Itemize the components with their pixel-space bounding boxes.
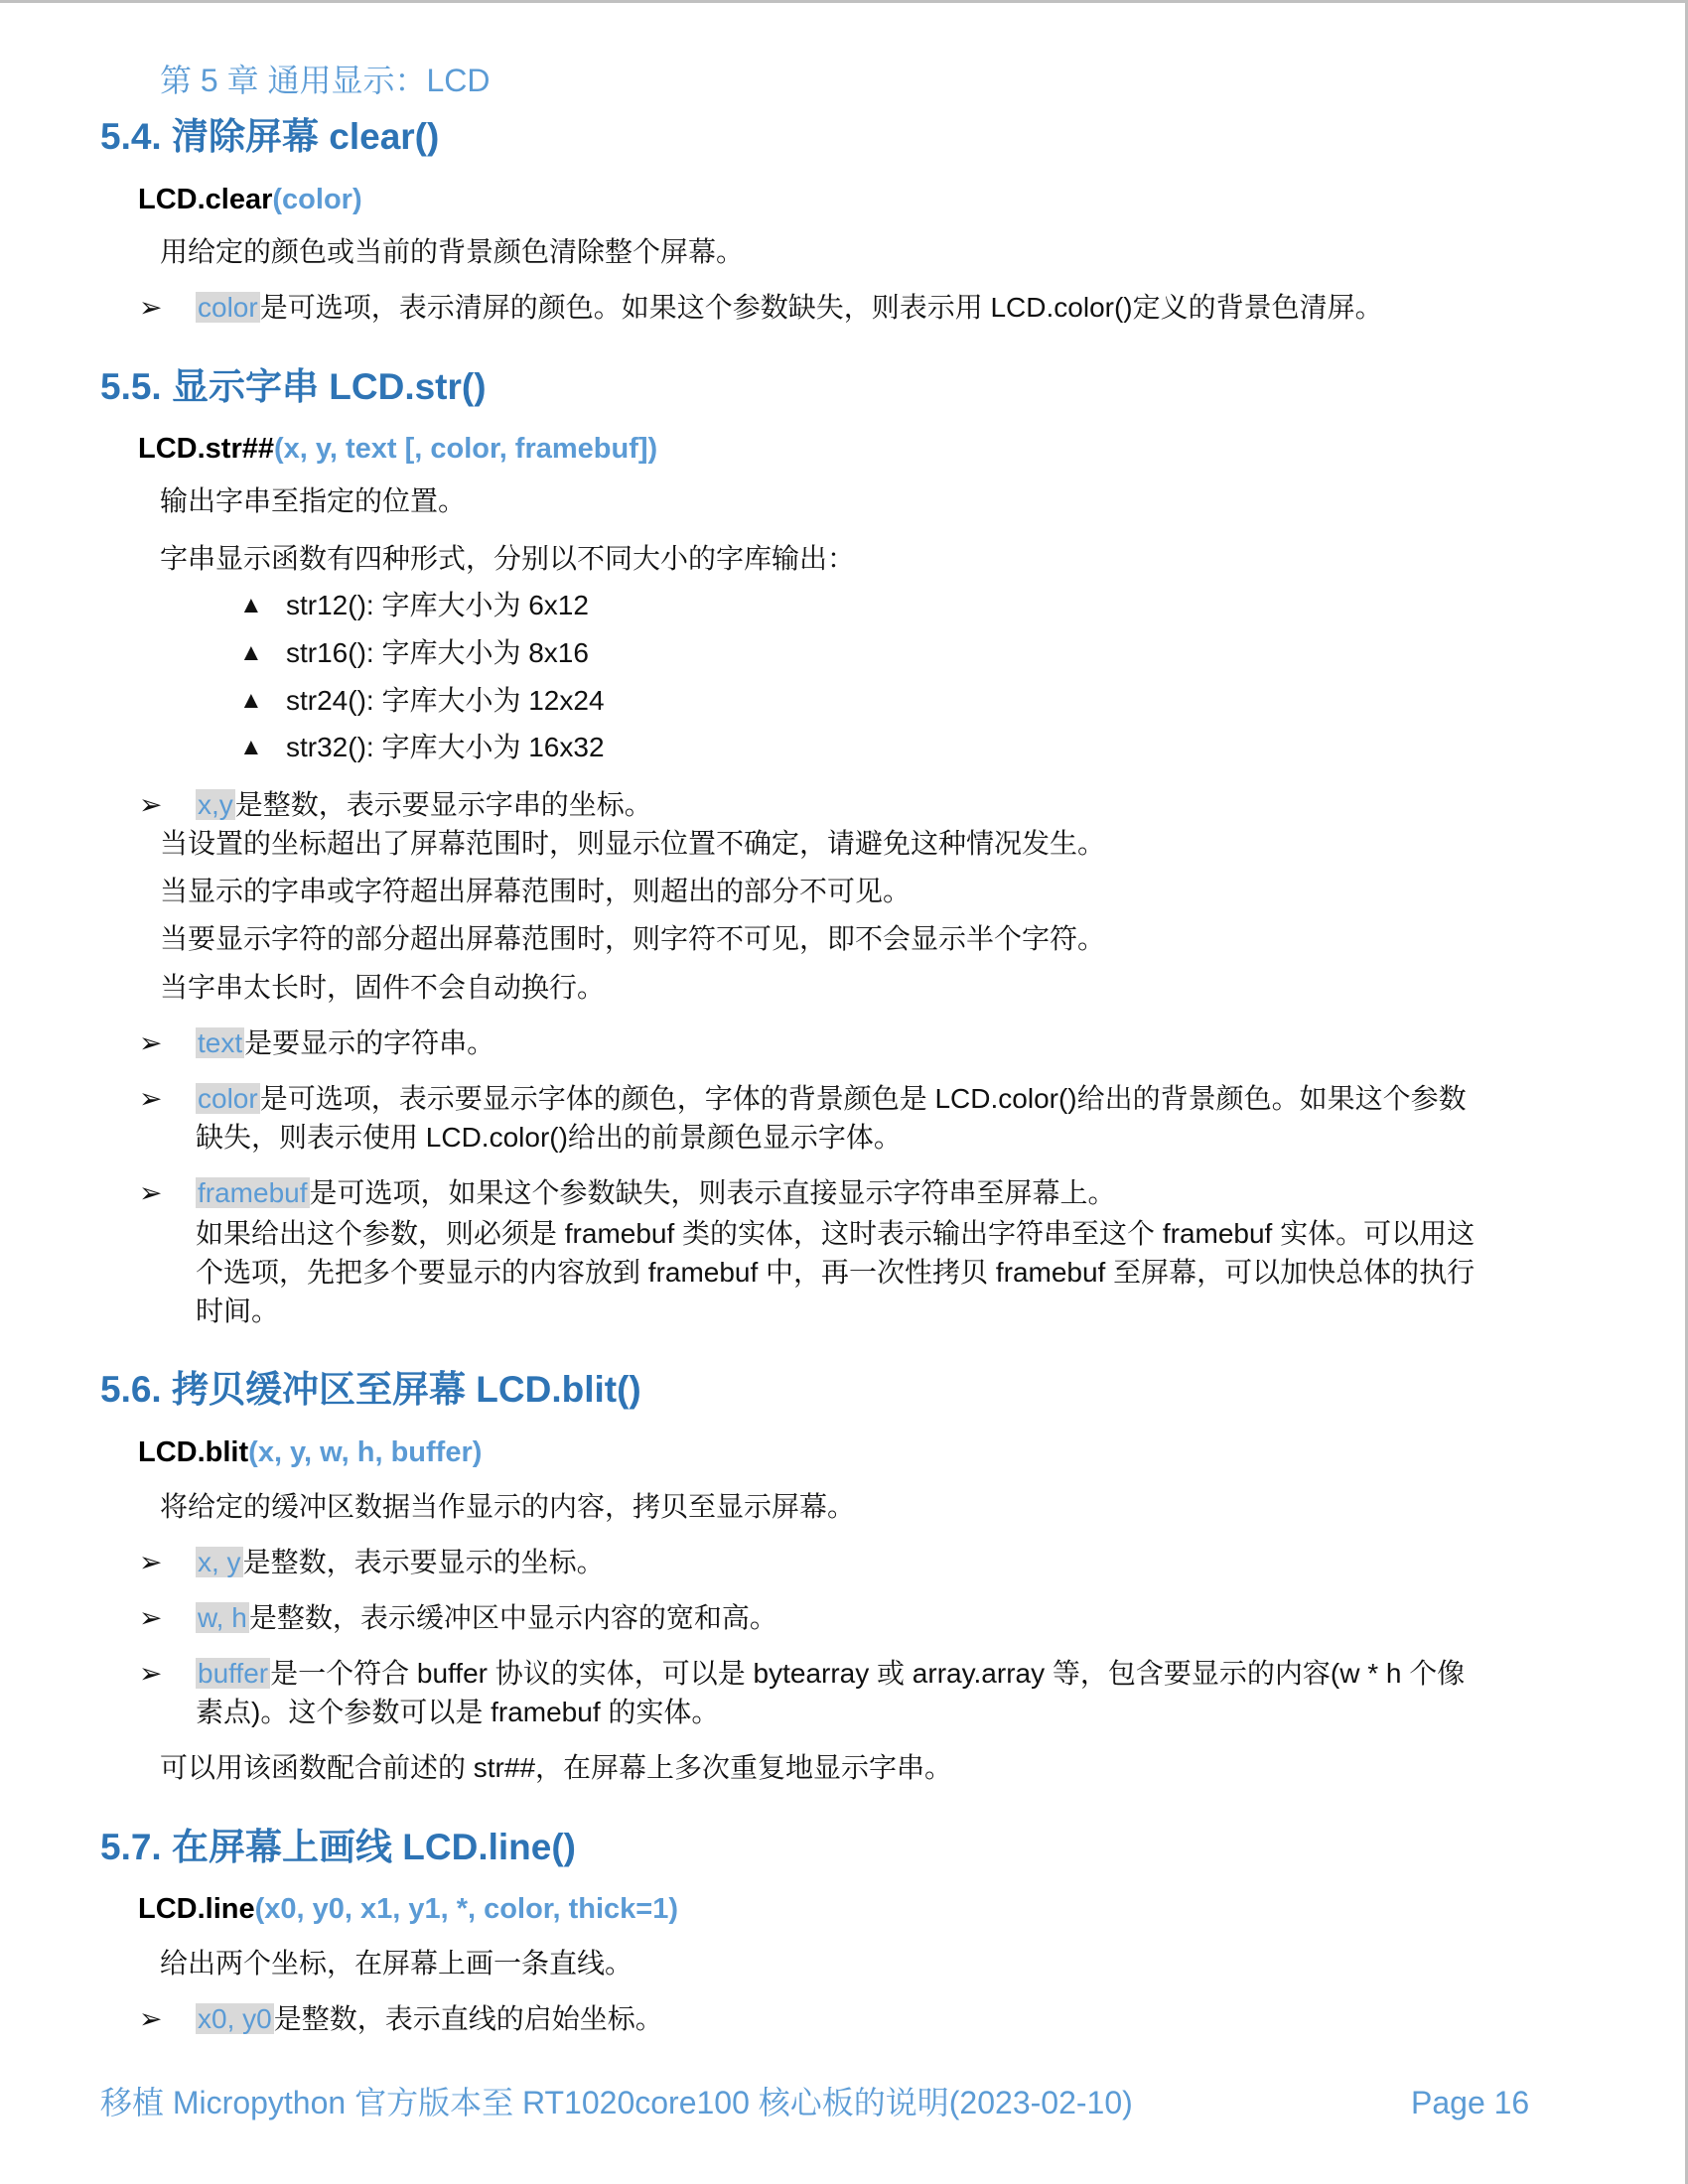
- note: 当字串太长时，固件不会自动换行。: [160, 972, 606, 1003]
- param-desc: 是整数，表示要显示字串的坐标。: [234, 789, 652, 820]
- footer-doc-title: 移植 Micropython 官方版本至 RT1020core100 核心板的说明(2023-02-10): [100, 2085, 1133, 2120]
- bullet-arrow-icon: ➢: [139, 1027, 163, 1058]
- bullet-arrow-icon: ➢: [139, 1177, 163, 1208]
- bullet-arrow-icon: ➢: [139, 1547, 163, 1577]
- param-desc-continued: 如果给出这个参数，则必须是 framebuf 类的实体，这时表示输出字符串至这个 framebuf 实体。可以用这: [196, 1218, 1476, 1249]
- param-name: text: [198, 1027, 243, 1058]
- section-heading-5-7: 5.7. 在屏幕上画线 LCD.line(): [100, 1827, 576, 1867]
- param-desc-continued: 个选项，先把多个要显示的内容放到 framebuf 中，再一次性拷贝 framebuf 至屏幕，可以加快总体的执行: [196, 1257, 1476, 1288]
- function-name: LCD.str##: [138, 433, 274, 465]
- bullet-arrow-icon: ➢: [139, 789, 163, 820]
- function-args: (x0, y0, x1, y1, *, color, thick=1): [254, 1893, 678, 1925]
- param-desc: 是一个符合 buffer 协议的实体，可以是 bytearray 或 array.array 等，包含要显示的内容(w * h 个像: [270, 1658, 1466, 1689]
- section-heading-5-4: 5.4. 清除屏幕 clear(): [100, 116, 440, 157]
- param-name: buffer: [198, 1658, 269, 1689]
- chapter-header: 第 5 章 通用显示：LCD: [160, 63, 491, 98]
- param-desc: 是要显示的字符串。: [244, 1027, 495, 1058]
- param-item: [196, 785, 652, 825]
- param-item: [196, 1024, 494, 1063]
- function-signature: [138, 1433, 482, 1472]
- function-signature: [138, 1889, 678, 1929]
- bullet-arrow-icon: ➢: [139, 1602, 163, 1633]
- function-args: (x, y, w, h, buffer): [248, 1436, 483, 1468]
- param-name: x,y: [198, 789, 233, 820]
- param-desc: 是可选项，如果这个参数缺失，则表示直接显示字符串至屏幕上。: [309, 1177, 1116, 1208]
- function-name: LCD.line: [138, 1893, 255, 1925]
- triangle-bullet-icon: ▲: [239, 639, 263, 666]
- description: 给出两个坐标，在屏幕上画一条直线。: [160, 1948, 633, 1979]
- param-name: framebuf: [198, 1177, 308, 1208]
- section-heading-5-6: 5.6. 拷贝缓冲区至屏幕 LCD.blit(): [100, 1369, 641, 1410]
- param-name: w, h: [198, 1602, 247, 1633]
- description: 用给定的颜色或当前的背景颜色清除整个屏幕。: [160, 236, 745, 267]
- function-signature: [138, 180, 362, 219]
- param-desc-continued: 时间。: [196, 1296, 280, 1326]
- param-item: [196, 1543, 605, 1582]
- bullet-arrow-icon: ➢: [139, 2003, 163, 2034]
- section-heading-5-5: 5.5. 显示字串 LCD.str(): [100, 366, 487, 407]
- param-desc: 是整数，表示缓冲区中显示内容的宽和高。: [248, 1602, 777, 1633]
- param-name: color: [198, 292, 258, 323]
- triangle-bullet-icon: ▲: [239, 734, 263, 760]
- bullet-arrow-icon: ➢: [139, 1658, 163, 1689]
- triangle-bullet-icon: ▲: [239, 687, 263, 714]
- param-item: [196, 1598, 777, 1638]
- param-desc-continued: 缺失，则表示使用 LCD.color()给出的前景颜色显示字体。: [196, 1122, 902, 1153]
- param-item: [196, 1999, 663, 2039]
- function-args: (color): [272, 184, 362, 215]
- param-desc: 是可选项，表示清屏的颜色。如果这个参数缺失，则表示用 LCD.color()定义的背景色清屏。: [259, 292, 1383, 323]
- note: 当显示的字串或字符超出屏幕范围时，则超出的部分不可见。: [160, 876, 912, 906]
- param-item: [196, 1079, 1467, 1119]
- triangle-bullet-icon: ▲: [239, 592, 263, 618]
- param-desc: 是整数，表示直线的启始坐标。: [273, 2003, 663, 2034]
- param-item: [196, 1173, 1116, 1213]
- bullet-arrow-icon: ➢: [139, 292, 163, 323]
- function-name: LCD.clear: [138, 184, 273, 215]
- form-item: str24(): 字库大小为 12x24: [286, 685, 605, 716]
- param-item: [196, 1654, 1465, 1694]
- param-name: x, y: [198, 1547, 241, 1577]
- param-desc: 是可选项，表示要显示字体的颜色，字体的背景颜色是 LCD.color()给出的背景颜色。如果这个参数: [259, 1083, 1467, 1114]
- description: 将给定的缓冲区数据当作显示的内容，拷贝至显示屏幕。: [160, 1491, 856, 1522]
- bullet-arrow-icon: ➢: [139, 1083, 163, 1114]
- param-desc-continued: 素点)。这个参数可以是 framebuf 的实体。: [196, 1697, 720, 1727]
- note: 当要显示字符的部分超出屏幕范围时，则字符不可见，即不会显示半个字符。: [160, 923, 1106, 954]
- param-item: [196, 288, 1383, 328]
- footer-page-number: Page 16: [1411, 2085, 1530, 2120]
- param-desc: 是整数，表示要显示的坐标。: [242, 1547, 605, 1577]
- function-args: (x, y, text [, color, framebuf]): [274, 433, 658, 465]
- form-item: str32(): 字库大小为 16x32: [286, 732, 605, 762]
- param-name: color: [198, 1083, 258, 1114]
- forms-intro: 字串显示函数有四种形式，分别以不同大小的字库输出：: [160, 543, 856, 574]
- note: 可以用该函数配合前述的 str##，在屏幕上多次重复地显示字串。: [160, 1752, 953, 1783]
- param-name: x0, y0: [198, 2003, 272, 2034]
- description: 输出字串至指定的位置。: [160, 485, 467, 516]
- note: 当设置的坐标超出了屏幕范围时，则显示位置不确定，请避免这种情况发生。: [160, 828, 1106, 859]
- function-signature: [138, 429, 657, 469]
- form-item: str12(): 字库大小为 6x12: [286, 590, 589, 620]
- function-name: LCD.blit: [138, 1436, 249, 1468]
- form-item: str16(): 字库大小为 8x16: [286, 637, 589, 668]
